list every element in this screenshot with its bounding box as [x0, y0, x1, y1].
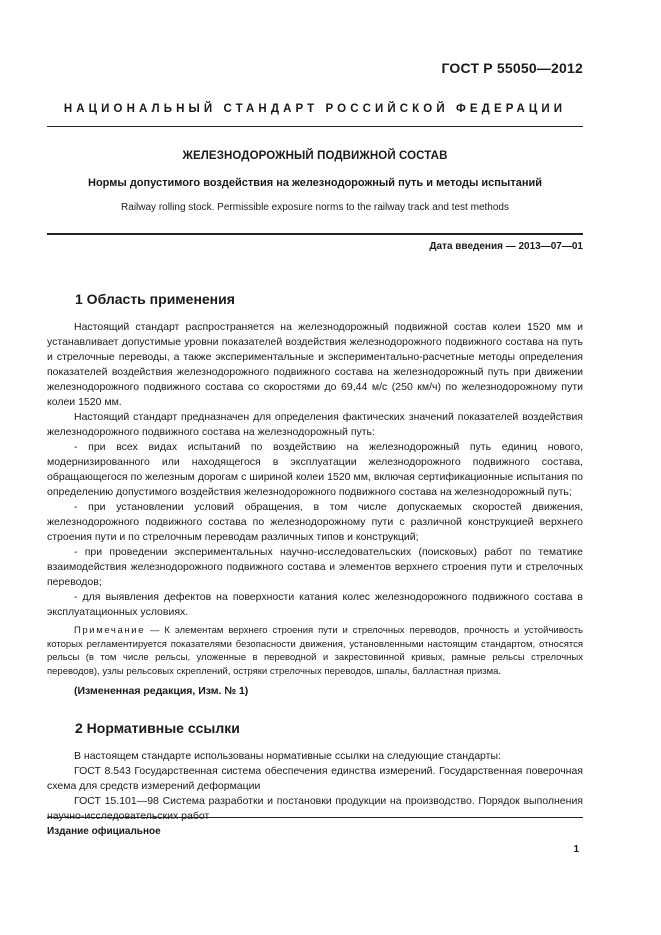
section-1-paragraph-1: Настоящий стандарт распространяется на железнодорожный подвижной состав колеи 1520 мм и устанавливает допустимые уровни показателей воздействия железнодорожного подвижного состава на путь и стрелочные переводы, а также экспериментальные и экспериментально-расчетные методы определения показателей воздействия железнодорожного подвижного состава на железнодорожный путь при движении железнодорожного подвижного состава со скоростями до 69,44 м/с (250 км/ч) по железнодорожному пути колеи 1520 мм. — [47, 321, 583, 408]
list-item: - при установлении условий обращения, в том числе допускаемых скоростей движения, железнодорожного подвижного состава по железнодорожному пути с различной конструкцией верхнего строения пути и по стрелочным переводам различных типов и конструкций; — [47, 501, 583, 543]
page-number: 1 — [573, 844, 579, 855]
official-edition-label: Издание официальное — [47, 826, 161, 837]
note-label: Примечание — [74, 625, 145, 636]
note-text: — К элементам верхнего строения пути и стрелочных переводов, прочность и устойчивость которых регламентируется показателями безопасности движения, установленными настоящим стандартом, относятся рельсы (в том числе рельсы, уложенные в переводной и закрестовинной кривых, рамные рельсы стрелочных переводов), узлы рельсовых скреплений, остряки стрелочных переводов, шпалы, балластная призма. — [47, 625, 583, 677]
top-divider — [47, 126, 583, 127]
title-divider — [47, 233, 583, 235]
reference-gost-8-543: ГОСТ 8.543 Государственная система обеспечения единства измерений. Государственная поверочная схема для средств измерений деформации — [47, 765, 583, 792]
revision-note: (Измененная редакция, Изм. № 1) — [74, 685, 249, 697]
main-content — [47, 290, 583, 824]
list-item: - при проведении экспериментальных научно-исследовательских (поисковых) работ по тематике взаимодействия железнодорожного подвижного состава и элементов верхнего строения пути и стрелочных переводов; — [47, 546, 583, 588]
list-item: - при всех видах испытаний по воздействию на железнодорожный путь единиц нового, модернизированного или находящегося в эксплуатации железнодорожного подвижного состава, обращающегося по железным дорогам с шириной колеи 1520 мм, включая сертификационные испытания по определению допустимого воздействия железнодорожного подвижного состава на железнодорожный путь; — [47, 441, 583, 498]
title-block — [47, 150, 583, 213]
introduction-date: Дата введения — 2013—07—01 — [429, 241, 583, 252]
section-1-paragraph-2: Настоящий стандарт предназначен для определения фактических значений показателей воздействия железнодорожного подвижного состава на железнодорожный путь: — [47, 411, 583, 438]
national-standard-title: НАЦИОНАЛЬНЫЙ СТАНДАРТ РОССИЙСКОЙ ФЕДЕРАЦИИ — [63, 103, 567, 115]
document-subtitle: Нормы допустимого воздействия на железнодорожный путь и методы испытаний — [88, 177, 542, 189]
document-title: ЖЕЛЕЗНОДОРОЖНЫЙ ПОДВИЖНОЙ СОСТАВ — [182, 150, 448, 162]
section-2-heading: 2 Нормативные ссылки — [75, 720, 240, 736]
list-item: - для выявления дефектов на поверхности катания колес железнодорожного подвижного состава в эксплуатационных условиях. — [47, 591, 583, 618]
section-1-heading: 1 Область применения — [75, 291, 235, 307]
footer-divider — [47, 817, 583, 818]
section-2-paragraph-1: В настоящем стандарте использованы нормативные ссылки на следующие стандарты: — [74, 750, 501, 762]
note-paragraph — [47, 624, 583, 678]
reference-gost-15-101: ГОСТ 15.101—98 Система разработки и постановки продукции на производство. Порядок выполнения научно-исследовательских работ — [47, 795, 583, 822]
document-number: ГОСТ Р 55050—2012 — [441, 60, 583, 76]
document-english-title: Railway rolling stock. Permissible exposure norms to the railway track and test methods — [121, 202, 509, 213]
